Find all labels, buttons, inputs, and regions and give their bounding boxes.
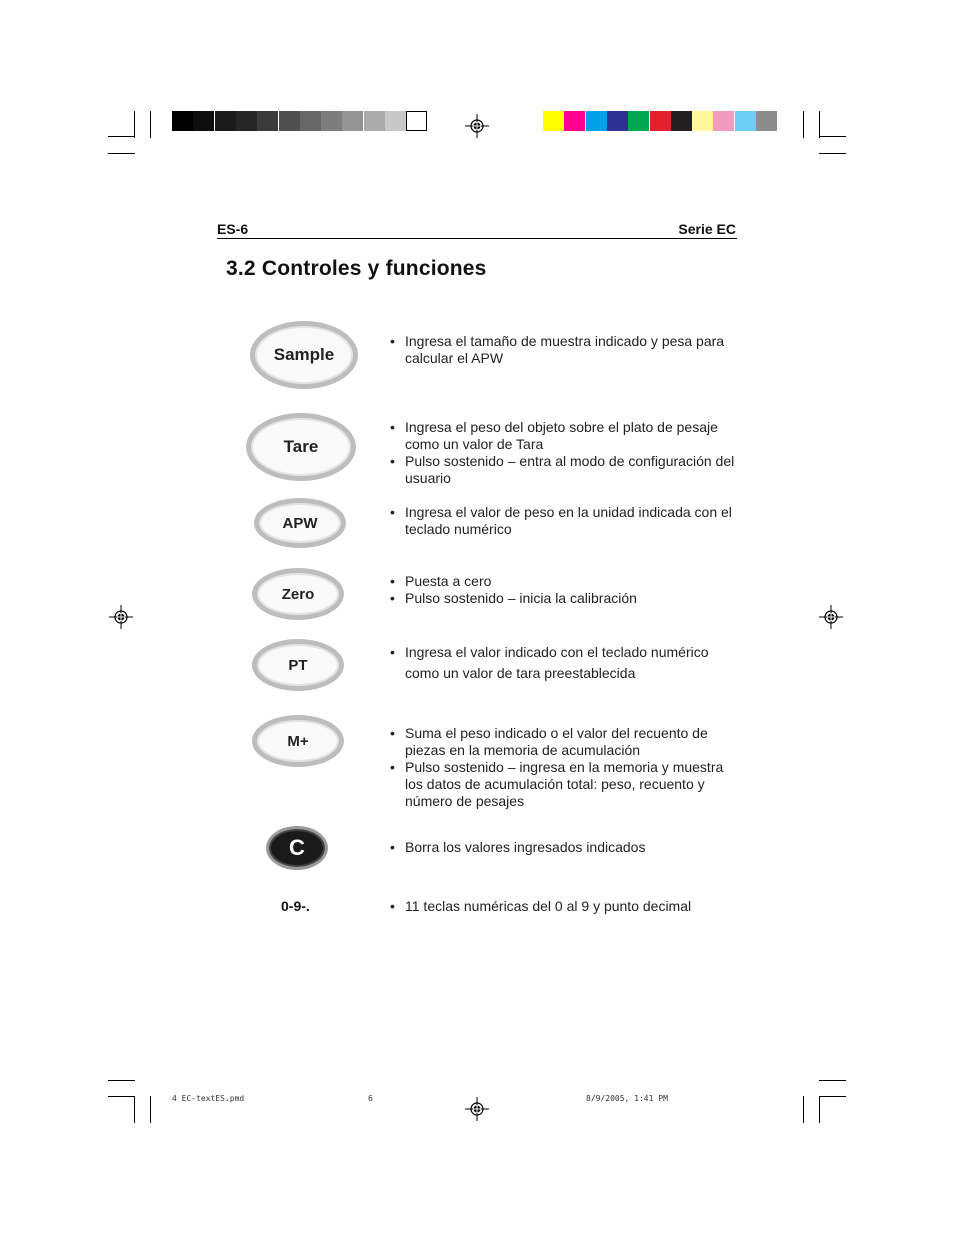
header-rule bbox=[217, 238, 737, 239]
zero-description bbox=[390, 573, 740, 607]
color-swatch bbox=[385, 111, 406, 131]
key-label: M+ bbox=[287, 732, 309, 750]
crop-mark bbox=[819, 1096, 820, 1123]
bullet-item: • Borra los valores ingresados indicados bbox=[390, 839, 740, 856]
color-swatch bbox=[756, 111, 777, 131]
c-key bbox=[266, 826, 328, 870]
crop-mark bbox=[108, 1096, 135, 1097]
color-swatch bbox=[692, 111, 713, 131]
tare-key bbox=[246, 413, 356, 481]
crop-mark bbox=[819, 153, 846, 154]
bullet-item: • Ingresa el valor de peso en la unidad indicada con el teclado numérico bbox=[390, 504, 740, 538]
section-title: 3.2 Controles y funciones bbox=[226, 257, 487, 280]
registration-mark-icon bbox=[465, 1097, 489, 1121]
registration-mark-icon bbox=[465, 114, 489, 138]
crop-mark bbox=[803, 111, 804, 138]
pt-description bbox=[390, 642, 740, 684]
crop-mark bbox=[150, 111, 151, 138]
crop-mark bbox=[108, 1080, 135, 1081]
bullet-item: • Ingresa el peso del objeto sobre el plato de pesaje como un valor de Tara bbox=[390, 419, 740, 453]
crop-mark bbox=[108, 153, 135, 154]
apw-key bbox=[254, 498, 346, 548]
bullet-item: • Ingresa el tamaño de muestra indicado y pesa para calcular el APW bbox=[390, 333, 740, 367]
crop-mark bbox=[819, 1080, 846, 1081]
key-label: Zero bbox=[281, 585, 315, 603]
color-swatch bbox=[257, 111, 278, 131]
footer-page: 6 bbox=[368, 1094, 373, 1103]
color-swatch bbox=[586, 111, 607, 131]
series-name: Serie EC bbox=[678, 221, 736, 237]
bullet-item: • Suma el peso indicado o el valor del recuento de piezas en la memoria de acumulación bbox=[390, 725, 740, 759]
sample-description bbox=[390, 333, 740, 367]
footer-date: 8/9/2005, 1:41 PM bbox=[586, 1094, 668, 1103]
registration-mark-icon bbox=[819, 605, 843, 629]
crop-mark bbox=[134, 111, 135, 138]
pt-key bbox=[252, 639, 344, 691]
key-label: Sample bbox=[273, 345, 335, 364]
crop-mark bbox=[803, 1096, 804, 1123]
key-label: C bbox=[289, 835, 305, 860]
color-swatch bbox=[671, 111, 692, 131]
footer-file: 4 EC-textES.pmd bbox=[172, 1094, 245, 1103]
key-label: Tare bbox=[283, 437, 319, 456]
numeric-keys-label: 0-9-. bbox=[281, 898, 310, 914]
bullet-item: • Pulso sostenido – ingresa en la memoria y muestra los datos de acumulación total: peso, recuento y número de pesajes bbox=[390, 759, 740, 810]
tare-description bbox=[390, 419, 740, 487]
bullet-item: • Puesta a cero bbox=[390, 573, 740, 590]
c-description bbox=[390, 839, 740, 856]
crop-mark bbox=[819, 1096, 846, 1097]
color-swatch bbox=[713, 111, 734, 131]
color-swatch bbox=[628, 111, 649, 131]
crop-mark bbox=[150, 1096, 151, 1123]
color-swatch bbox=[406, 111, 427, 131]
color-swatch bbox=[364, 111, 385, 131]
color-swatch bbox=[236, 111, 257, 131]
color-swatch bbox=[193, 111, 214, 131]
color-swatch bbox=[279, 111, 300, 131]
numeric-description bbox=[390, 898, 740, 915]
apw-description bbox=[390, 504, 740, 538]
m-plus-description bbox=[390, 725, 740, 810]
bullet-item: • Pulso sostenido – entra al modo de configuración del usuario bbox=[390, 453, 740, 487]
bullet-item: • 11 teclas numéricas del 0 al 9 y punto decimal bbox=[390, 898, 740, 915]
crop-mark bbox=[108, 136, 135, 137]
m-plus-key bbox=[252, 715, 344, 767]
bullet-item: • Ingresa el valor indicado con el teclado numérico como un valor de tara preestablecida bbox=[390, 642, 740, 684]
page-number: ES-6 bbox=[217, 221, 249, 237]
registration-mark-icon bbox=[109, 605, 133, 629]
key-label: PT bbox=[288, 656, 308, 674]
color-swatch bbox=[735, 111, 756, 131]
crop-mark bbox=[134, 1096, 135, 1123]
color-swatch bbox=[172, 111, 193, 131]
bullet-item: • Pulso sostenido – inicia la calibración bbox=[390, 590, 740, 607]
color-swatch bbox=[342, 111, 363, 131]
color-swatch bbox=[300, 111, 321, 131]
color-swatch bbox=[650, 111, 671, 131]
crop-mark bbox=[819, 111, 820, 138]
color-swatch bbox=[321, 111, 342, 131]
crop-mark bbox=[819, 136, 846, 137]
key-label: APW bbox=[282, 514, 318, 532]
color-swatch bbox=[543, 111, 564, 131]
color-swatch bbox=[215, 111, 236, 131]
color-swatch bbox=[607, 111, 628, 131]
color-swatch bbox=[564, 111, 585, 131]
sample-key bbox=[250, 321, 358, 389]
zero-key bbox=[252, 568, 344, 620]
